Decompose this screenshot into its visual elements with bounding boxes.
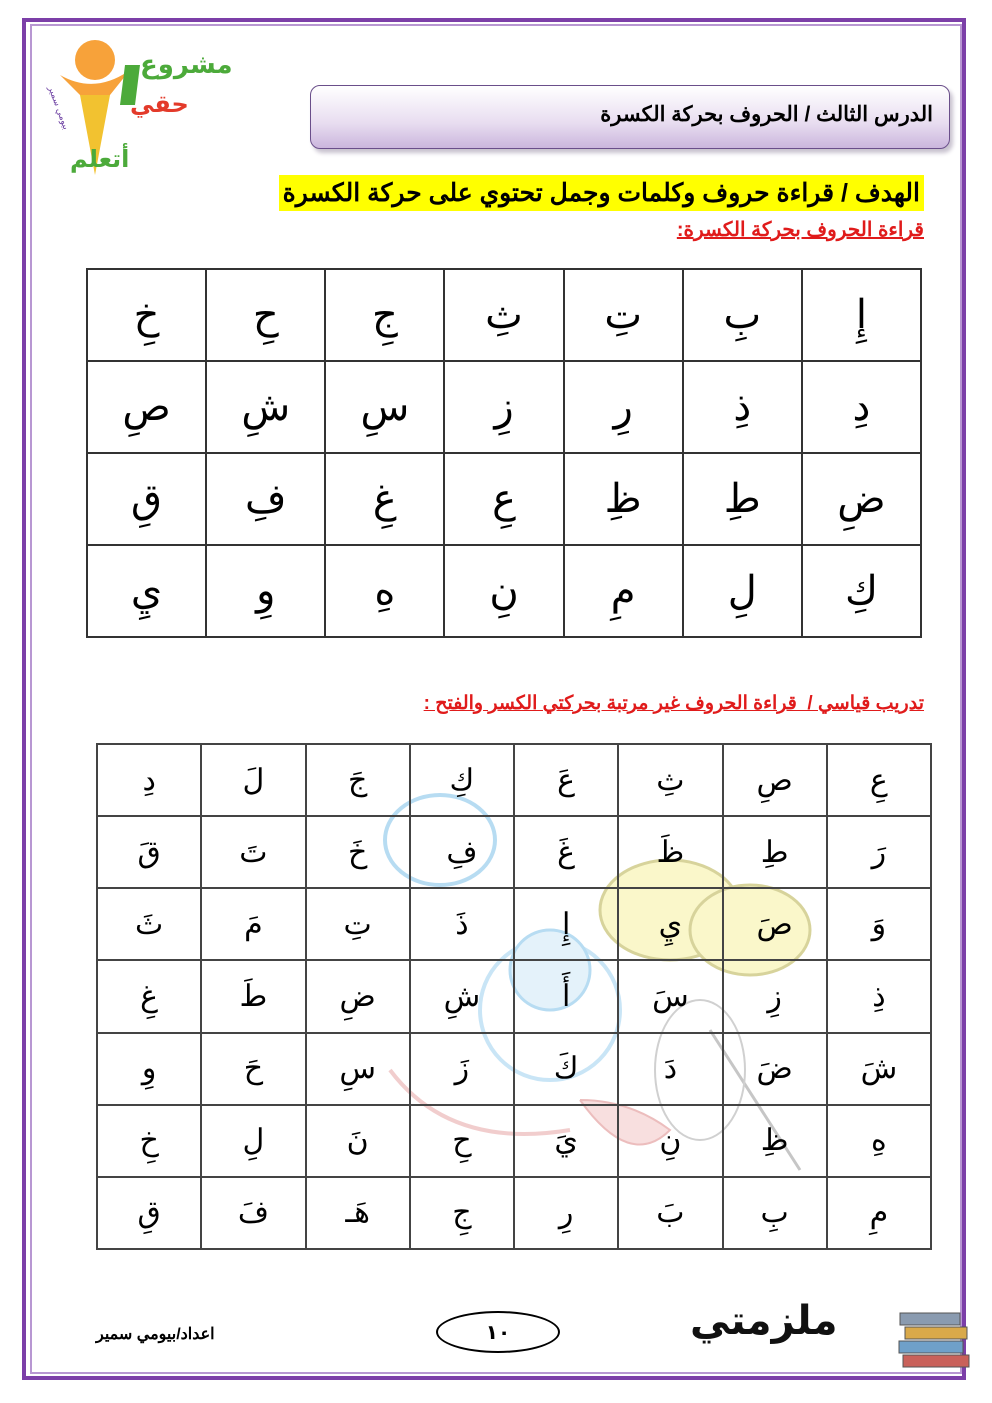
letter-cell: شِ [410, 960, 514, 1032]
lesson-title-box [310, 85, 950, 149]
letter-cell: يِ [618, 888, 722, 960]
table-row [97, 888, 931, 960]
letter-cell: كِ [802, 545, 921, 637]
brand-logo-text: ملزمتي [690, 1298, 838, 1344]
letter-cell: وَ [827, 888, 931, 960]
letter-cell: أَ [514, 960, 618, 1032]
letter-cell: سِ [325, 361, 444, 453]
table-row [87, 453, 921, 545]
letter-cell: رَ [827, 816, 931, 888]
table-row [87, 545, 921, 637]
letter-cell: رِ [514, 1177, 618, 1249]
letter-cell: نِ [444, 545, 563, 637]
letter-cell: ذِ [683, 361, 802, 453]
table-row [97, 816, 931, 888]
letter-cell: ضَ [723, 1033, 827, 1105]
logo-text-haqqi: حقي [130, 90, 189, 118]
letter-cell: ضِ [306, 960, 410, 1032]
letter-cell: ظَ [618, 816, 722, 888]
letter-cell: جَ [306, 744, 410, 816]
letter-cell: تِ [564, 269, 683, 361]
table-row [97, 1177, 931, 1249]
letter-cell: قَ [97, 816, 201, 888]
letter-cell: صِ [87, 361, 206, 453]
table-row [97, 1105, 931, 1177]
letter-cell: دِ [97, 744, 201, 816]
letter-cell: بِ [723, 1177, 827, 1249]
letter-cell: خِ [97, 1105, 201, 1177]
letter-cell: كِ [410, 744, 514, 816]
kasra-letters-table [86, 268, 922, 638]
letter-cell: نَ [306, 1105, 410, 1177]
books-icon [895, 1305, 975, 1375]
letter-cell: قِ [97, 1177, 201, 1249]
table-row [97, 744, 931, 816]
letter-cell: ذَ [410, 888, 514, 960]
letter-cell: ثِ [444, 269, 563, 361]
letter-cell: طِ [723, 816, 827, 888]
letter-cell: عِ [827, 744, 931, 816]
letter-cell: زِ [723, 960, 827, 1032]
section2-title: تدريب قياسي / قراءة الحروف غير مرتبة بحركتي الكسر والفتح : [423, 693, 924, 714]
letter-cell: كَ [514, 1033, 618, 1105]
letter-cell: خِ [87, 269, 206, 361]
lesson-title: الدرس الثالث / الحروف بحركة الكسرة [600, 103, 933, 126]
logo-author-text: بيومي سمير [45, 85, 71, 132]
letter-cell: لَ [201, 744, 305, 816]
letter-cell: جِ [325, 269, 444, 361]
author-credit: اعداد/بيومي سمير [96, 1326, 215, 1343]
letter-cell: ثَ [97, 888, 201, 960]
table-row [97, 1033, 931, 1105]
letter-cell: ذِ [827, 960, 931, 1032]
mixed-harakat-table [96, 743, 932, 1250]
letter-cell: هَـ [306, 1177, 410, 1249]
letter-cell: لِ [201, 1105, 305, 1177]
lesson-goal: الهدف / قراءة حروف وكلمات وجمل تحتوي على حركة الكسرة [279, 175, 924, 211]
letter-cell: تَ [201, 816, 305, 888]
letter-cell: ظِ [564, 453, 683, 545]
letter-cell: عِ [444, 453, 563, 545]
letter-cell: ثِ [618, 744, 722, 816]
letter-cell: إِ [514, 888, 618, 960]
letter-cell: زَ [410, 1033, 514, 1105]
letter-cell: خَ [306, 816, 410, 888]
letter-cell: صَ [723, 888, 827, 960]
letter-cell: غَ [514, 816, 618, 888]
letter-cell: يَ [514, 1105, 618, 1177]
letter-cell: ضِ [802, 453, 921, 545]
letter-cell: صِ [723, 744, 827, 816]
table-row [87, 361, 921, 453]
letter-cell: حَ [201, 1033, 305, 1105]
letter-cell: مِ [564, 545, 683, 637]
letter-cell: زِ [444, 361, 563, 453]
letter-cell: حِ [410, 1105, 514, 1177]
letter-cell: بِ [683, 269, 802, 361]
letter-cell: سَ [618, 960, 722, 1032]
letter-cell: غِ [325, 453, 444, 545]
letter-cell: فِ [410, 816, 514, 888]
letter-cell: فِ [206, 453, 325, 545]
letter-cell: يِ [87, 545, 206, 637]
letter-cell: وِ [206, 545, 325, 637]
letter-cell: دَ [618, 1033, 722, 1105]
table-row [97, 960, 931, 1032]
letter-cell: طِ [683, 453, 802, 545]
logo-text-ataallam: أتعلم [70, 145, 130, 173]
letter-cell: عَ [514, 744, 618, 816]
letter-cell: تِ [306, 888, 410, 960]
letter-cell: سِ [306, 1033, 410, 1105]
letter-cell: إِ [802, 269, 921, 361]
letter-cell: رِ [564, 361, 683, 453]
letter-cell: دِ [802, 361, 921, 453]
letter-cell: بَ [618, 1177, 722, 1249]
letter-cell: طَ [201, 960, 305, 1032]
letter-cell: جِ [410, 1177, 514, 1249]
section1-title: قراءة الحروف بحركة الكسرة: [676, 219, 924, 241]
letter-cell: فَ [201, 1177, 305, 1249]
letter-cell: مَ [201, 888, 305, 960]
logo-text-mashrou: مشروع [140, 50, 233, 80]
page-number: ١٠ [436, 1311, 560, 1353]
letter-cell: وِ [97, 1033, 201, 1105]
letter-cell: غِ [97, 960, 201, 1032]
letter-cell: شَ [827, 1033, 931, 1105]
letter-cell: لِ [683, 545, 802, 637]
letter-cell: هِ [325, 545, 444, 637]
letter-cell: نِ [618, 1105, 722, 1177]
letter-cell: قِ [87, 453, 206, 545]
letter-cell: شِ [206, 361, 325, 453]
letter-cell: هِ [827, 1105, 931, 1177]
letter-cell: حِ [206, 269, 325, 361]
letter-cell: ظِ [723, 1105, 827, 1177]
table-row [87, 269, 921, 361]
letter-cell: مِ [827, 1177, 931, 1249]
